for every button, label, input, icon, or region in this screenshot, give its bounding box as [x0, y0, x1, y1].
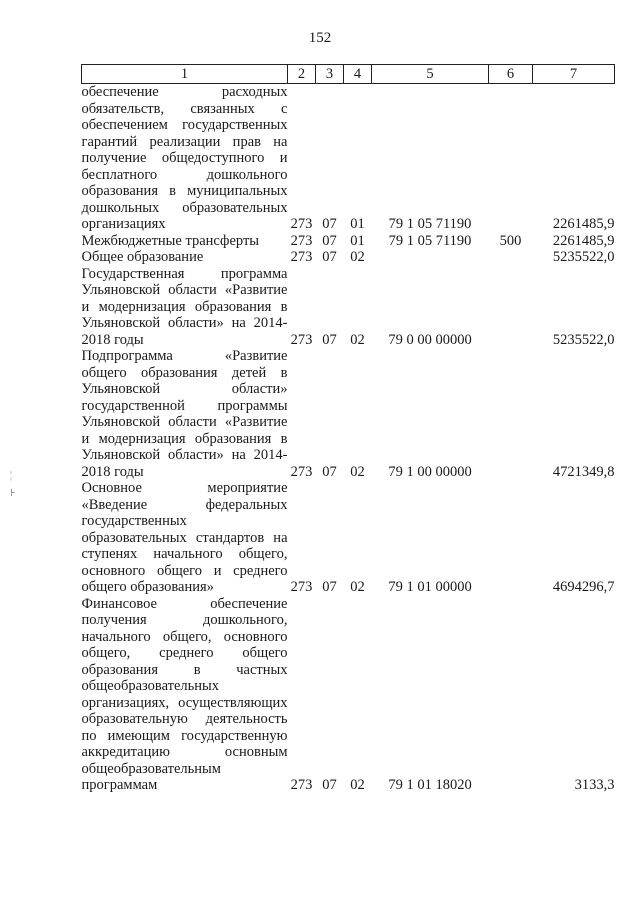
row-section: 07	[322, 579, 337, 595]
row-expense-type	[489, 249, 533, 266]
row-subsection: 01	[350, 216, 365, 232]
column-header-4: 4	[344, 65, 372, 84]
row-target-article: 79 1 01 18020	[388, 777, 472, 793]
column-header-1: 1	[82, 65, 288, 84]
column-header-3: 3	[316, 65, 344, 84]
row-amount: 2261485,9	[552, 232, 615, 249]
row-description: обеспечение расходных обязательств, связанных с обеспечением государственных гарантий реализации прав на получение общедоступного и бесплатного дошкольного образования в муниципальных дошкольных образовательных организациях	[81, 84, 288, 232]
table-row	[82, 348, 615, 480]
row-section: 07	[322, 216, 337, 232]
row-admin-code: 273	[290, 463, 313, 480]
column-header-2: 2	[288, 65, 316, 84]
row-admin-code: 273	[290, 232, 313, 249]
scan-artifact-mark: ⊦	[10, 488, 16, 499]
table-row	[82, 596, 615, 794]
row-section: 07	[322, 249, 337, 265]
row-amount: 3133,3	[574, 777, 615, 793]
row-admin-code: 273	[290, 579, 313, 595]
row-expense-type	[489, 596, 533, 794]
row-target-article	[372, 249, 489, 266]
row-expense-type: 500	[499, 232, 522, 249]
row-expense-type	[489, 266, 533, 349]
table-header-row	[82, 65, 615, 84]
table-row	[82, 266, 615, 349]
row-target-article: 79 1 01 00000	[388, 579, 472, 595]
column-header-6: 6	[489, 65, 533, 84]
row-subsection: 01	[350, 232, 365, 249]
table-row	[82, 480, 615, 596]
column-header-7: 7	[533, 65, 615, 84]
row-subsection: 02	[350, 463, 365, 480]
budget-table	[81, 64, 615, 794]
column-header-5: 5	[372, 65, 489, 84]
row-expense-type	[489, 348, 533, 480]
page-number: 152	[308, 30, 332, 46]
table-row	[82, 249, 615, 266]
row-section: 07	[322, 232, 337, 249]
table-row	[82, 233, 615, 250]
row-description: Финансовое обеспечение получения дошкольного, начального общего, основного общего, среднего общего образования в частных общеобразовательных организациях, осуществляющих образовательную деятельность по имеющим государственную аккредитацию основным общеобразовательным программам	[81, 595, 288, 793]
row-subsection: 02	[350, 331, 365, 348]
row-admin-code: 273	[290, 777, 313, 793]
row-description: Государственная программа Ульяновской области «Развитие и модернизация образования в Ульяновской области» на 2014-2018 годы	[81, 265, 288, 348]
row-description: Подпрограмма «Развитие общего образования детей в Ульяновской области» государственной программы Ульяновской области «Развитие и модернизация образования в Ульяновской области» на 2014-2018 годы	[81, 348, 288, 480]
row-admin-code: 273	[290, 331, 313, 348]
row-description: Межбюджетные трансферты	[81, 232, 260, 249]
row-target-article: 79 1 00 00000	[388, 463, 472, 480]
row-subsection: 02	[350, 777, 365, 793]
table-row	[82, 84, 615, 233]
row-amount: 2261485,9	[552, 216, 615, 232]
row-subsection: 02	[350, 579, 365, 595]
row-expense-type	[489, 480, 533, 596]
row-target-article: 79 1 05 71190	[388, 232, 472, 249]
row-admin-code: 273	[290, 249, 313, 265]
row-expense-type	[489, 84, 533, 233]
row-admin-code: 273	[290, 216, 313, 232]
row-amount: 4694296,7	[552, 579, 615, 595]
row-description: Общее образование	[81, 249, 204, 265]
row-amount: 4721349,8	[552, 463, 615, 480]
row-section: 07	[322, 463, 337, 480]
row-amount: 5235522,0	[552, 331, 615, 348]
row-amount: 5235522,0	[552, 249, 615, 265]
row-description: Основное мероприятие «Введение федеральных государственных образовательных стандартов на ступенях начального общего, основного общего и среднего общего образования»	[81, 480, 288, 595]
row-subsection: 02	[350, 249, 365, 265]
row-target-article: 79 0 00 00000	[388, 331, 472, 348]
row-target-article: 79 1 05 71190	[388, 216, 472, 232]
row-section: 07	[322, 777, 337, 793]
scan-artifact-mark: ¦	[10, 470, 13, 481]
row-section: 07	[322, 331, 337, 348]
